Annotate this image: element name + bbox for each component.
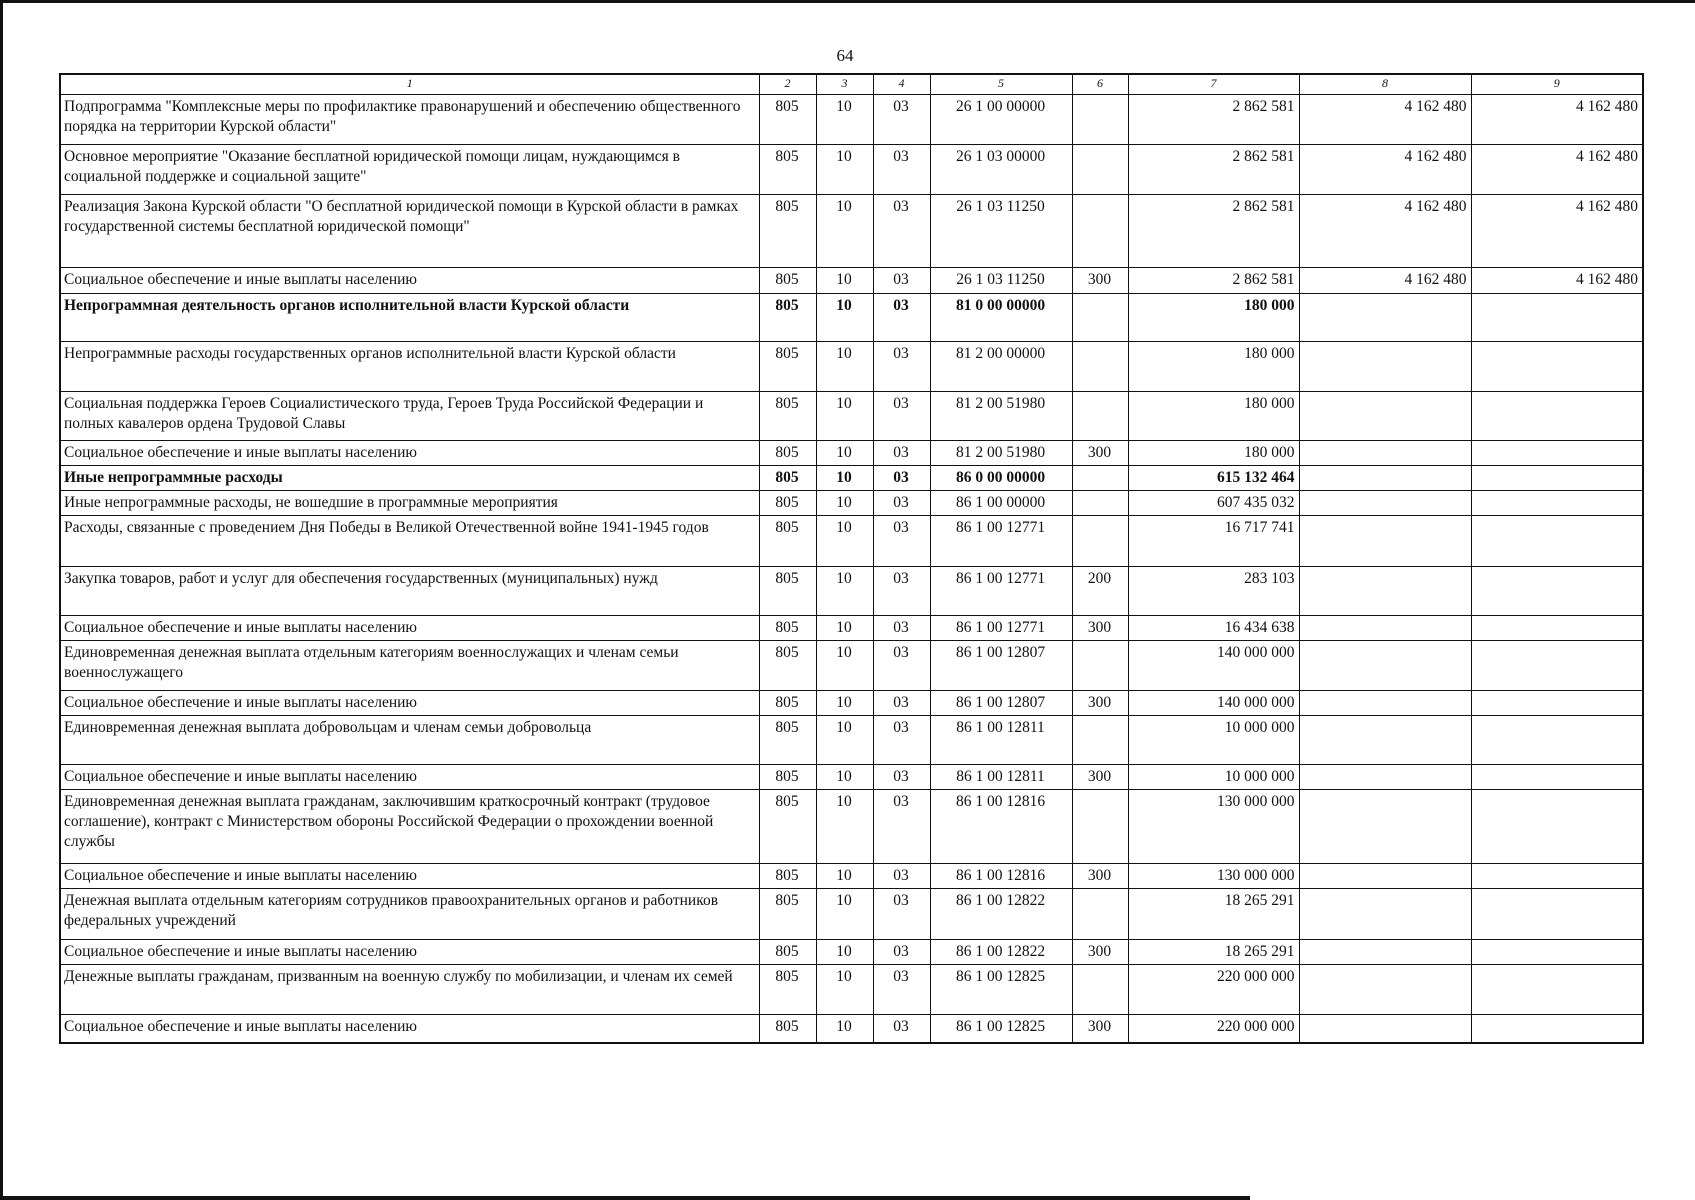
target-article-cell: 86 0 00 00000	[930, 466, 1072, 491]
section-cell: 10	[816, 790, 873, 864]
subsection-cell: 03	[873, 716, 930, 765]
amount-cell: 130 000 000	[1128, 790, 1299, 864]
amount-cell: 140 000 000	[1128, 641, 1299, 691]
amount-next-year-cell	[1299, 491, 1471, 516]
row-name-cell: Единовременная денежная выплата добровольцам и членам семьи добровольца	[60, 716, 759, 765]
subsection-cell: 03	[873, 516, 930, 567]
amount-next-year-cell	[1299, 1015, 1471, 1043]
subsection-cell: 03	[873, 466, 930, 491]
amount-plan-year-cell	[1471, 889, 1643, 940]
row-name-cell: Иные непрограммные расходы	[60, 466, 759, 491]
amount-cell: 2 862 581	[1128, 145, 1299, 195]
scan-border-left	[0, 0, 3, 1200]
admin-code-cell: 805	[759, 716, 816, 765]
section-cell: 10	[816, 145, 873, 195]
target-article-cell: 81 2 00 00000	[930, 342, 1072, 392]
subsection-cell: 03	[873, 1015, 930, 1043]
amount-plan-year-cell	[1471, 294, 1643, 342]
row-name-cell: Реализация Закона Курской области "О бесплатной юридической помощи в Курской области в рамках государственной системы бесплатной юридической помощи"	[60, 195, 759, 268]
amount-next-year-cell	[1299, 864, 1471, 889]
subsection-cell: 03	[873, 145, 930, 195]
expense-type-cell: 300	[1072, 691, 1128, 716]
admin-code-cell: 805	[759, 641, 816, 691]
column-header: 7	[1128, 74, 1299, 95]
admin-code-cell: 805	[759, 268, 816, 294]
admin-code-cell: 805	[759, 294, 816, 342]
subsection-cell: 03	[873, 195, 930, 268]
amount-next-year-cell	[1299, 466, 1471, 491]
table-row	[60, 790, 1643, 864]
target-article-cell: 86 1 00 12816	[930, 790, 1072, 864]
amount-cell: 2 862 581	[1128, 268, 1299, 294]
table-row	[60, 466, 1643, 491]
section-cell: 10	[816, 268, 873, 294]
amount-next-year-cell	[1299, 294, 1471, 342]
column-header: 4	[873, 74, 930, 95]
amount-next-year-cell	[1299, 616, 1471, 641]
amount-cell: 607 435 032	[1128, 491, 1299, 516]
target-article-cell: 26 1 00 00000	[930, 95, 1072, 145]
section-cell: 10	[816, 516, 873, 567]
admin-code-cell: 805	[759, 864, 816, 889]
amount-cell: 180 000	[1128, 294, 1299, 342]
amount-next-year-cell	[1299, 716, 1471, 765]
column-header: 3	[816, 74, 873, 95]
amount-cell: 18 265 291	[1128, 889, 1299, 940]
row-name-cell: Социальное обеспечение и иные выплаты населению	[60, 691, 759, 716]
subsection-cell: 03	[873, 95, 930, 145]
subsection-cell: 03	[873, 567, 930, 616]
target-article-cell: 26 1 03 00000	[930, 145, 1072, 195]
amount-plan-year-cell: 4 162 480	[1471, 268, 1643, 294]
amount-cell: 220 000 000	[1128, 965, 1299, 1015]
amount-cell: 2 862 581	[1128, 195, 1299, 268]
section-cell: 10	[816, 1015, 873, 1043]
amount-next-year-cell	[1299, 441, 1471, 466]
target-article-cell: 86 1 00 12771	[930, 567, 1072, 616]
amount-cell: 180 000	[1128, 441, 1299, 466]
table-row	[60, 268, 1643, 294]
amount-plan-year-cell	[1471, 342, 1643, 392]
admin-code-cell: 805	[759, 1015, 816, 1043]
target-article-cell: 86 1 00 12807	[930, 691, 1072, 716]
table-row	[60, 765, 1643, 790]
amount-next-year-cell	[1299, 392, 1471, 441]
subsection-cell: 03	[873, 441, 930, 466]
subsection-cell: 03	[873, 864, 930, 889]
amount-plan-year-cell	[1471, 940, 1643, 965]
expense-type-cell: 300	[1072, 1015, 1128, 1043]
amount-next-year-cell: 4 162 480	[1299, 195, 1471, 268]
section-cell: 10	[816, 940, 873, 965]
amount-plan-year-cell	[1471, 466, 1643, 491]
expense-type-cell	[1072, 965, 1128, 1015]
expense-type-cell: 200	[1072, 567, 1128, 616]
target-article-cell: 81 2 00 51980	[930, 441, 1072, 466]
expense-type-cell	[1072, 392, 1128, 441]
subsection-cell: 03	[873, 392, 930, 441]
subsection-cell: 03	[873, 616, 930, 641]
target-article-cell: 86 1 00 12822	[930, 940, 1072, 965]
table-row	[60, 1015, 1643, 1043]
subsection-cell: 03	[873, 641, 930, 691]
admin-code-cell: 805	[759, 95, 816, 145]
target-article-cell: 81 2 00 51980	[930, 392, 1072, 441]
column-header: 1	[60, 74, 759, 95]
column-header: 9	[1471, 74, 1643, 95]
table-row	[60, 516, 1643, 567]
amount-plan-year-cell	[1471, 516, 1643, 567]
row-name-cell: Социальное обеспечение и иные выплаты населению	[60, 765, 759, 790]
amount-cell: 180 000	[1128, 392, 1299, 441]
section-cell: 10	[816, 441, 873, 466]
section-cell: 10	[816, 641, 873, 691]
subsection-cell: 03	[873, 342, 930, 392]
table-row	[60, 491, 1643, 516]
table-row	[60, 392, 1643, 441]
amount-plan-year-cell	[1471, 965, 1643, 1015]
amount-next-year-cell: 4 162 480	[1299, 95, 1471, 145]
subsection-cell: 03	[873, 965, 930, 1015]
expense-type-cell: 300	[1072, 441, 1128, 466]
admin-code-cell: 805	[759, 691, 816, 716]
target-article-cell: 86 1 00 12811	[930, 765, 1072, 790]
scan-border-bottom	[0, 1196, 1250, 1200]
table-row	[60, 441, 1643, 466]
scan-border-top	[0, 0, 1695, 3]
amount-plan-year-cell: 4 162 480	[1471, 95, 1643, 145]
subsection-cell: 03	[873, 790, 930, 864]
table-row	[60, 965, 1643, 1015]
expense-type-cell: 300	[1072, 864, 1128, 889]
section-cell: 10	[816, 616, 873, 641]
admin-code-cell: 805	[759, 491, 816, 516]
amount-plan-year-cell	[1471, 567, 1643, 616]
target-article-cell: 86 1 00 12811	[930, 716, 1072, 765]
admin-code-cell: 805	[759, 616, 816, 641]
table-row	[60, 616, 1643, 641]
subsection-cell: 03	[873, 491, 930, 516]
table-row	[60, 716, 1643, 765]
amount-plan-year-cell	[1471, 864, 1643, 889]
section-cell: 10	[816, 491, 873, 516]
table-row	[60, 641, 1643, 691]
expense-type-cell	[1072, 466, 1128, 491]
target-article-cell: 86 1 00 12807	[930, 641, 1072, 691]
target-article-cell: 86 1 00 12825	[930, 1015, 1072, 1043]
amount-cell: 10 000 000	[1128, 765, 1299, 790]
section-cell: 10	[816, 342, 873, 392]
table-row	[60, 95, 1643, 145]
row-name-cell: Социальная поддержка Героев Социалистического труда, Героев Труда Российской Федерации и полных кавалеров ордена Трудовой Славы	[60, 392, 759, 441]
expense-type-cell	[1072, 491, 1128, 516]
row-name-cell: Социальное обеспечение и иные выплаты населению	[60, 1015, 759, 1043]
row-name-cell: Непрограммная деятельность органов исполнительной власти Курской области	[60, 294, 759, 342]
expense-type-cell	[1072, 145, 1128, 195]
row-name-cell: Социальное обеспечение и иные выплаты населению	[60, 616, 759, 641]
row-name-cell: Единовременная денежная выплата отдельным категориям военнослужащих и членам семьи военнослужащего	[60, 641, 759, 691]
amount-plan-year-cell	[1471, 441, 1643, 466]
row-name-cell: Расходы, связанные с проведением Дня Победы в Великой Отечественной войне 1941-1945 годов	[60, 516, 759, 567]
admin-code-cell: 805	[759, 765, 816, 790]
admin-code-cell: 805	[759, 889, 816, 940]
admin-code-cell: 805	[759, 940, 816, 965]
subsection-cell: 03	[873, 268, 930, 294]
target-article-cell: 86 1 00 12771	[930, 516, 1072, 567]
section-cell: 10	[816, 567, 873, 616]
row-name-cell: Социальное обеспечение и иные выплаты населению	[60, 940, 759, 965]
section-cell: 10	[816, 466, 873, 491]
amount-next-year-cell	[1299, 516, 1471, 567]
column-header: 5	[930, 74, 1072, 95]
row-name-cell: Социальное обеспечение и иные выплаты населению	[60, 441, 759, 466]
budget-table	[59, 73, 1644, 1044]
amount-cell: 220 000 000	[1128, 1015, 1299, 1043]
section-cell: 10	[816, 691, 873, 716]
budget-table-body	[60, 95, 1643, 1043]
amount-plan-year-cell	[1471, 1015, 1643, 1043]
subsection-cell: 03	[873, 889, 930, 940]
amount-plan-year-cell: 4 162 480	[1471, 195, 1643, 268]
amount-next-year-cell	[1299, 691, 1471, 716]
expense-type-cell: 300	[1072, 268, 1128, 294]
target-article-cell: 86 1 00 12816	[930, 864, 1072, 889]
expense-type-cell	[1072, 716, 1128, 765]
target-article-cell: 81 0 00 00000	[930, 294, 1072, 342]
admin-code-cell: 805	[759, 790, 816, 864]
table-row	[60, 567, 1643, 616]
admin-code-cell: 805	[759, 516, 816, 567]
section-cell: 10	[816, 965, 873, 1015]
row-name-cell: Основное мероприятие "Оказание бесплатной юридической помощи лицам, нуждающимся в социальной поддержке и социальной защите"	[60, 145, 759, 195]
column-number-row	[60, 74, 1643, 95]
admin-code-cell: 805	[759, 195, 816, 268]
expense-type-cell	[1072, 342, 1128, 392]
amount-cell: 2 862 581	[1128, 95, 1299, 145]
row-name-cell: Денежные выплаты гражданам, призванным на военную службу по мобилизации, и членам их семей	[60, 965, 759, 1015]
amount-next-year-cell: 4 162 480	[1299, 145, 1471, 195]
admin-code-cell: 805	[759, 466, 816, 491]
amount-cell: 18 265 291	[1128, 940, 1299, 965]
row-name-cell: Иные непрограммные расходы, не вошедшие в программные мероприятия	[60, 491, 759, 516]
target-article-cell: 86 1 00 00000	[930, 491, 1072, 516]
page-number: 64	[836, 46, 854, 65]
section-cell: 10	[816, 294, 873, 342]
amount-plan-year-cell	[1471, 641, 1643, 691]
admin-code-cell: 805	[759, 965, 816, 1015]
amount-cell: 130 000 000	[1128, 864, 1299, 889]
admin-code-cell: 805	[759, 342, 816, 392]
table-row	[60, 940, 1643, 965]
expense-type-cell	[1072, 294, 1128, 342]
row-name-cell: Социальное обеспечение и иные выплаты населению	[60, 864, 759, 889]
table-row	[60, 145, 1643, 195]
section-cell: 10	[816, 765, 873, 790]
admin-code-cell: 805	[759, 145, 816, 195]
target-article-cell: 26 1 03 11250	[930, 268, 1072, 294]
table-row	[60, 294, 1643, 342]
expense-type-cell	[1072, 516, 1128, 567]
section-cell: 10	[816, 864, 873, 889]
expense-type-cell	[1072, 790, 1128, 864]
target-article-cell: 26 1 03 11250	[930, 195, 1072, 268]
amount-next-year-cell	[1299, 790, 1471, 864]
amount-next-year-cell	[1299, 765, 1471, 790]
column-header: 6	[1072, 74, 1128, 95]
row-name-cell: Денежная выплата отдельным категориям сотрудников правоохранительных органов и работников федеральных учреждений	[60, 889, 759, 940]
subsection-cell: 03	[873, 691, 930, 716]
expense-type-cell	[1072, 195, 1128, 268]
table-row	[60, 889, 1643, 940]
amount-cell: 283 103	[1128, 567, 1299, 616]
table-row	[60, 864, 1643, 889]
section-cell: 10	[816, 195, 873, 268]
row-name-cell: Подпрограмма "Комплексные меры по профилактике правонарушений и обеспечению общественного порядка на территории Курской области"	[60, 95, 759, 145]
row-name-cell: Единовременная денежная выплата гражданам, заключившим краткосрочный контракт (трудовое соглашение), контракт с Министерством обороны Российской Федерации о прохождении военной службы	[60, 790, 759, 864]
column-header: 8	[1299, 74, 1471, 95]
expense-type-cell	[1072, 889, 1128, 940]
amount-cell: 615 132 464	[1128, 466, 1299, 491]
target-article-cell: 86 1 00 12825	[930, 965, 1072, 1015]
row-name-cell: Непрограммные расходы государственных органов исполнительной власти Курской области	[60, 342, 759, 392]
section-cell: 10	[816, 889, 873, 940]
amount-plan-year-cell	[1471, 491, 1643, 516]
amount-plan-year-cell	[1471, 616, 1643, 641]
section-cell: 10	[816, 716, 873, 765]
table-row	[60, 195, 1643, 268]
expense-type-cell	[1072, 641, 1128, 691]
row-name-cell: Закупка товаров, работ и услуг для обеспечения государственных (муниципальных) нужд	[60, 567, 759, 616]
amount-plan-year-cell	[1471, 392, 1643, 441]
amount-next-year-cell	[1299, 940, 1471, 965]
amount-next-year-cell	[1299, 342, 1471, 392]
amount-plan-year-cell	[1471, 716, 1643, 765]
table-row	[60, 342, 1643, 392]
admin-code-cell: 805	[759, 441, 816, 466]
amount-cell: 16 717 741	[1128, 516, 1299, 567]
expense-type-cell: 300	[1072, 940, 1128, 965]
row-name-cell: Социальное обеспечение и иные выплаты населению	[60, 268, 759, 294]
subsection-cell: 03	[873, 940, 930, 965]
amount-next-year-cell	[1299, 567, 1471, 616]
amount-next-year-cell	[1299, 889, 1471, 940]
section-cell: 10	[816, 392, 873, 441]
amount-cell: 16 434 638	[1128, 616, 1299, 641]
amount-plan-year-cell	[1471, 691, 1643, 716]
subsection-cell: 03	[873, 765, 930, 790]
amount-next-year-cell	[1299, 641, 1471, 691]
column-header: 2	[759, 74, 816, 95]
admin-code-cell: 805	[759, 392, 816, 441]
amount-next-year-cell	[1299, 965, 1471, 1015]
amount-plan-year-cell: 4 162 480	[1471, 145, 1643, 195]
expense-type-cell	[1072, 95, 1128, 145]
expense-type-cell: 300	[1072, 765, 1128, 790]
amount-cell: 140 000 000	[1128, 691, 1299, 716]
subsection-cell: 03	[873, 294, 930, 342]
expense-type-cell: 300	[1072, 616, 1128, 641]
amount-plan-year-cell	[1471, 765, 1643, 790]
amount-plan-year-cell	[1471, 790, 1643, 864]
amount-cell: 10 000 000	[1128, 716, 1299, 765]
section-cell: 10	[816, 95, 873, 145]
admin-code-cell: 805	[759, 567, 816, 616]
target-article-cell: 86 1 00 12771	[930, 616, 1072, 641]
target-article-cell: 86 1 00 12822	[930, 889, 1072, 940]
amount-cell: 180 000	[1128, 342, 1299, 392]
amount-next-year-cell: 4 162 480	[1299, 268, 1471, 294]
table-row	[60, 691, 1643, 716]
